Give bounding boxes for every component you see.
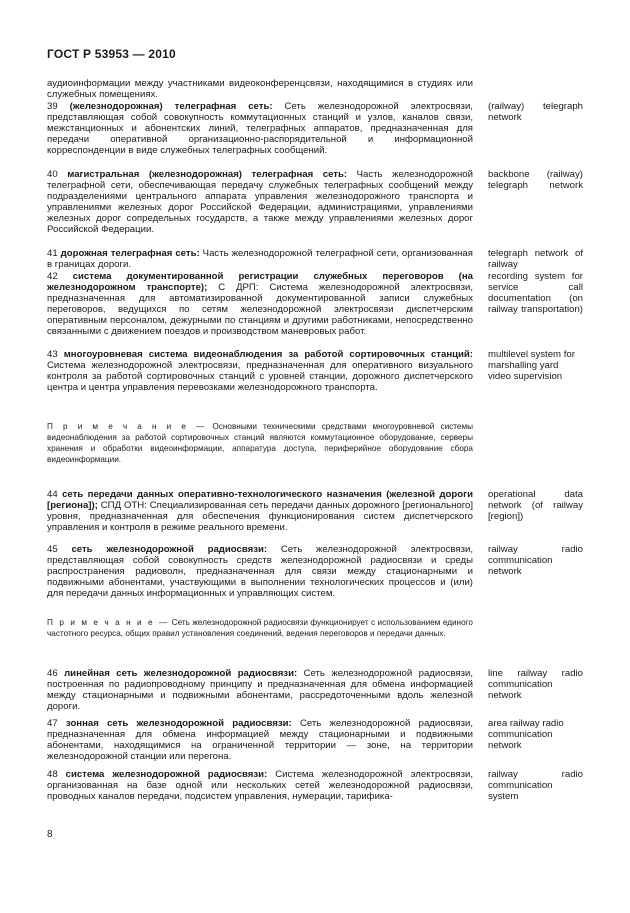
term-english-47: area railway radio communication network: [488, 718, 564, 752]
term-english-45: railway radio communication network: [488, 544, 583, 578]
term-title: сеть передачи данных оперативно-технологического назначения (железной дороги [региона]);: [47, 489, 473, 512]
term-entry-46: [47, 668, 473, 712]
term-title: сеть железнодорожной радиосвязи:: [71, 544, 268, 555]
term-english-44: operational data network (of railway [region]): [488, 489, 583, 523]
term-number: 43: [47, 349, 58, 360]
term-entry-41: [47, 248, 473, 270]
note-text: Сеть железнодорожной радиосвязи функционирует с использованием единого частотного ресурса, общих правил установления соединений, ведения переговоров и передачи данных.: [47, 618, 473, 638]
note-2: [47, 617, 473, 639]
term-english-48: railway radio communication system: [488, 769, 583, 803]
term-number: 48: [47, 769, 58, 780]
term-entry-39: [47, 101, 473, 156]
page-number: 8: [47, 829, 53, 840]
term-english-41: telegraph network of railway: [488, 248, 583, 271]
term-number: 39: [47, 101, 58, 112]
document-header: ГОСТ Р 53953 — 2010: [47, 47, 176, 61]
term-number: 45: [47, 544, 58, 555]
term-title: (железнодорожная) телеграфная сеть:: [69, 101, 273, 112]
continuation-text: [47, 78, 473, 100]
note-1: [47, 421, 473, 465]
term-title: магистральная (железнодорожная) телеграфная сеть:: [67, 169, 348, 180]
term-entry-48: [47, 769, 473, 802]
term-definition: Система железнодорожной электросвязи, организованная на базе одной или нескольких сетей железнодорожной радиосвязи, проводных каналов передачи, подсистем управления, нумерации, тарифика-: [47, 769, 473, 803]
term-number: 44: [47, 489, 58, 500]
term-definition: Сеть железнодорожной радиосвязи, построенная по радиопроводному принципу и предназначенная для обмена информацией между стационарными и подвижными абонентами, рассредоточенными вдоль железной дороги.: [47, 668, 473, 713]
term-definition: СПД ОТН: Специализированная сеть передачи данных дорожного [регионального] уровня, предназначенная для обеспечения функционирования систем диспетчерского управления и контроля в режиме реального времени.: [47, 500, 473, 534]
term-definition: Система железнодорожной электросвязи, предназначенная для оперативного визуального контроля за работой сортировочных станций с уровней станции, дорожного диспетчерского центра и центра управления перевозками железнодорожного транспорта.: [47, 360, 473, 394]
note-label: П р и м е ч а н и е —: [47, 618, 170, 627]
term-definition: Сеть железнодорожной электросвязи, представляющая собой совокупность коммутационных станций и узлов, каналов связи, межстанционных и абонентских линий, телеграфных аппаратов, предназначенная для передачи оперативной организационно-распорядительной и информационной корреспонденции в виде служебных телеграфных сообщений.: [47, 101, 473, 157]
term-entry-43: [47, 349, 473, 393]
term-english-39: (railway) telegraph network: [488, 101, 583, 124]
term-english-46: line railway radio communication network: [488, 668, 583, 702]
term-definition: Сеть железнодорожной радиосвязи, предназначенная для обмена информацией между стационарными и подвижными абонентами, находящимися на ограниченной территории — зоне, на территории железнодорожной станции или перегона.: [47, 718, 474, 763]
term-title: система документированной регистрации служебных переговоров (на железнодорожном транспорте);: [47, 271, 473, 294]
term-entry-47: [47, 718, 473, 762]
term-english-43: multilevel system for marshalling yard video supervision: [488, 349, 575, 383]
term-title: линейная сеть железнодорожной радиосвязи:: [64, 668, 298, 679]
term-definition: Сеть железнодорожной электросвязи, представляющая собой совокупность средств железнодорожной радиосвязи и среды распространения радиоволн, предназначенная для связи между стационарными и подвижными абонентами, участвующими в выполнении технологических процессов и (или) для передачи данных информационных и управляющих систем.: [47, 544, 473, 600]
note-label: П р и м е ч а н и е —: [47, 422, 207, 431]
continuation-paragraph: аудиоинформации между участниками видеоконференцсвязи, находящимися в студиях или служебных помещениях.: [47, 78, 473, 101]
term-entry-42: [47, 271, 473, 338]
term-number: 41: [47, 248, 58, 259]
note-text: Основными техническими средствами многоуровневой системы видеонаблюдения за работой сортировочных станций являются коммутационное оборудование, серверы хранения и обработки видеоинформации, аппаратура доступа, периферийное оборудование сбора видеоинформации.: [47, 422, 473, 464]
term-english-40: backbone (railway) telegraph network: [488, 169, 583, 192]
term-entry-40: [47, 169, 473, 236]
term-title: дорожная телеграфная сеть:: [60, 248, 200, 259]
term-english-42: recording system for service call documentation (on railway transportation): [488, 271, 583, 316]
term-definition: Часть железнодорожной телеграфной сети, организованная в границах дороги.: [47, 248, 473, 271]
term-number: 47: [47, 718, 58, 729]
term-number: 42: [47, 271, 58, 282]
term-definition: С ДРП: Система железнодорожной электросвязи, предназначенная для автоматизированной документированной записи служебных переговоров, ведущихся по сетям железнодорожной электросвязи диспетчерским оперативным персоналом, дежурными по станциям и другими работниками, непосредственно связанными с движением поездов и производством маневровых работ.: [47, 282, 473, 338]
term-entry-45: [47, 544, 473, 599]
term-number: 40: [47, 169, 58, 180]
term-title: многоуровневая система видеонаблюдения за работой сортировочных станций:: [63, 349, 474, 360]
term-entry-44: [47, 489, 473, 533]
term-title: зонная сеть железнодорожной радиосвязи:: [65, 718, 292, 729]
term-definition: Часть железнодорожной телеграфной сети, обеспечивающая передачу служебных телеграфных сообщений между подразделениями центрального аппарата управления железнодорожного транспорта и управлениями железных дорог Российской Федерации, администрациями, управлениями железных дорог сопредельных государств, а также между управлениями железных дорог Российской Федерации.: [47, 169, 473, 236]
term-number: 46: [47, 668, 58, 679]
term-title: система железнодорожной радиосвязи:: [65, 769, 268, 780]
